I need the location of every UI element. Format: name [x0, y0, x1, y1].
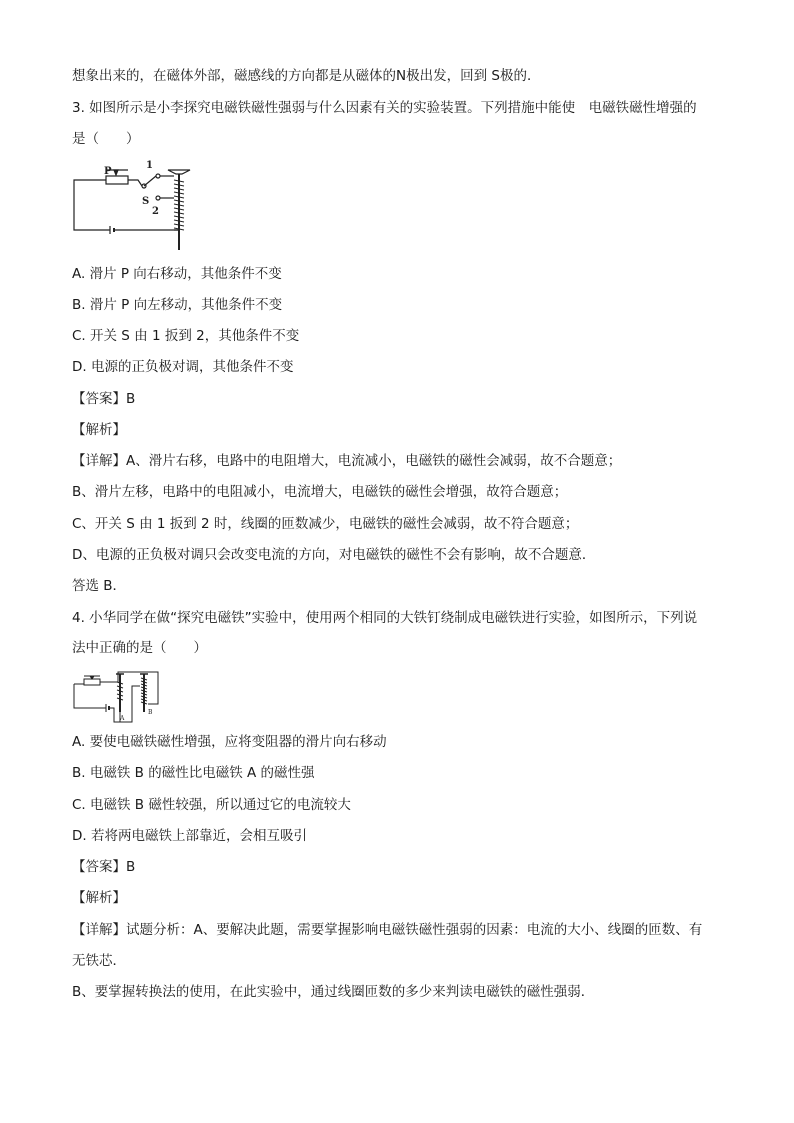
question-3-circuit-figure: [70, 158, 200, 254]
question-4-stem-end: 法中正确的是（ ）: [72, 640, 207, 656]
label-b: B: [148, 709, 153, 716]
q3-detail-1: 【详解】A、滑片右移，电路中的电阻增大，电流减小，电磁铁的磁性会减弱，故不合题意；: [72, 453, 622, 469]
q4-detail-1: 【详解】试题分析：A、要解决此题，需要掌握影响电磁铁磁性强弱的因素：电流的大小、线圈的匝数、有: [72, 922, 703, 938]
q3-option-a: A. 滑片 P 向右移动，其他条件不变: [72, 266, 282, 282]
question-4-stem: 4. 小华同学在做“探究电磁铁”实验中，使用两个相同的大铁钉绕制成电磁铁进行实验，如图所示，下列说: [72, 610, 698, 626]
label-a: A: [120, 715, 125, 722]
question-3-stem-end: 是（ ）: [72, 131, 140, 147]
q4-option-a: A. 要使电磁铁磁性增强，应将变阻器的滑片向右移动: [72, 734, 387, 750]
switch-blade: [144, 176, 156, 186]
q3-option-b: B. 滑片 P 向左移动，其他条件不变: [72, 297, 283, 313]
q3-detail-3: C、开关 S 由 1 扳到 2 时，线圈的匝数减少，电磁铁的磁性会减弱，故不符合题意；: [72, 516, 579, 532]
question-4-circuit-figure: [70, 668, 166, 726]
q3-choose: 答选 B．: [72, 578, 127, 594]
nail-head: [168, 170, 190, 174]
q4-detail-2: 无铁芯．: [72, 953, 126, 969]
q3-detail-4: D、电源的正负极对调只会改变电流的方向，对电磁铁的磁性不会有影响，故不合题意．: [72, 547, 596, 563]
q4-analysis: 【解析】: [72, 890, 126, 906]
label-1: 1: [146, 160, 153, 171]
label-2: 2: [152, 206, 159, 217]
q3-option-d: D. 电源的正负极对调，其他条件不变: [72, 359, 294, 375]
q4-detail-3: B、要掌握转换法的使用，在此实验中，通过线圈匝数的多少来判读电磁铁的磁性强弱．: [72, 984, 595, 1000]
label-s: S: [142, 196, 150, 207]
slider-p: [114, 170, 118, 175]
q3-answer: 【答案】B: [72, 391, 136, 407]
q4-answer: 【答案】B: [72, 859, 136, 875]
question-3-stem: 3. 如图所示是小李探究电磁铁磁性强弱与什么因素有关的实验装置。下列措施中能使 电磁铁磁性增强的: [72, 100, 697, 116]
q3-analysis: 【解析】: [72, 422, 126, 438]
q4-option-c: C. 电磁铁 B 磁性较强，所以通过它的电流较大: [72, 797, 351, 813]
contact-2: [156, 196, 160, 200]
q3-detail-2: B、滑片左移，电路中的电阻减小，电流增大，电磁铁的磁性会增强，故符合题意；: [72, 484, 568, 500]
contact-1: [156, 174, 160, 178]
q4-option-d: D. 若将两电磁铁上部靠近，会相互吸引: [72, 828, 307, 844]
text-line: 想象出来的，在磁体外部，磁感线的方向都是从磁体的N极出发，回到 S极的．: [72, 68, 541, 84]
q3-option-c: C. 开关 S 由 1 扳到 2，其他条件不变: [72, 328, 300, 344]
label-p: P: [104, 166, 112, 177]
rheostat: [106, 176, 128, 184]
q4-option-b: B. 电磁铁 B 的磁性比电磁铁 A 的磁性强: [72, 765, 315, 781]
coil-b: [141, 678, 147, 704]
